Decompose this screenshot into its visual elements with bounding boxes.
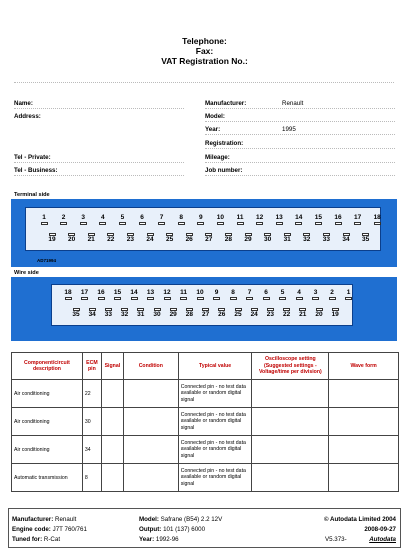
pin-number: 31 [283, 236, 291, 243]
connector-pin [293, 214, 305, 225]
pin-number: 19 [331, 311, 339, 318]
pin-slot [98, 297, 105, 300]
pin-number: 6 [264, 289, 268, 296]
manufacturer-label: Manufacturer: [205, 100, 247, 107]
divider [205, 134, 395, 135]
connector-diagram [51, 284, 353, 326]
wave-cell [329, 380, 399, 408]
pin-slot [197, 222, 204, 225]
connector-pin [234, 214, 246, 225]
pin-number: 31 [137, 311, 145, 318]
connector-pin [320, 232, 332, 243]
connector-pin [227, 289, 239, 300]
pin-number: 14 [295, 214, 303, 221]
pin-number: 34 [342, 236, 350, 243]
connector-pin [301, 232, 313, 243]
job-number-label: Job number: [205, 167, 243, 174]
pin-number: 1 [42, 214, 46, 221]
connector-pin [145, 289, 157, 300]
component-cell: Automatic transmission [12, 464, 83, 492]
address-label: Address: [14, 113, 41, 120]
footer-year-label: Year: [139, 536, 155, 543]
connector-pin [175, 214, 187, 225]
pin-number: 9 [198, 214, 203, 221]
pin-slot [164, 297, 171, 300]
connector-pin [102, 307, 114, 318]
year-value: 1995 [282, 126, 296, 133]
connector-pin [326, 289, 338, 300]
connector-pin [248, 307, 260, 318]
connector-pin [273, 214, 285, 225]
divider [205, 175, 395, 176]
connector-pin [183, 307, 195, 318]
pin-number: 2 [330, 289, 334, 296]
pin-cell: 30 [82, 408, 101, 436]
connector-pin [178, 289, 190, 300]
table-row [12, 380, 399, 408]
pin-number: 11 [180, 289, 187, 296]
pin-slot [60, 222, 67, 225]
pin-number: 17 [80, 289, 89, 296]
connector-pin [211, 289, 223, 300]
connector-pin [242, 232, 254, 243]
pin-slot [345, 297, 352, 300]
pin-number: 23 [126, 236, 134, 243]
pin-number: 12 [255, 214, 264, 221]
pin-number: 10 [196, 289, 204, 296]
connector-pin [136, 214, 148, 225]
footer-manufacturer-value: Renault [55, 516, 77, 523]
scope-cell [252, 408, 329, 436]
document-footer [8, 508, 401, 548]
condition-cell [123, 408, 178, 436]
terminal-side-panel [11, 199, 397, 267]
connector-pin [352, 214, 364, 225]
pin-slot [335, 222, 342, 225]
footer-output-label: Output: [139, 526, 162, 533]
typical-value-cell: Connected pin - no test data available or random digital signal [178, 464, 252, 492]
pin-number: 32 [303, 236, 311, 243]
divider [205, 162, 395, 163]
footer-copyright: © Autodata Limited 2004 [323, 516, 396, 523]
signal-cell [101, 436, 123, 464]
connector-pin [161, 289, 173, 300]
name-label: Name: [14, 100, 33, 107]
connector-pin [156, 214, 168, 225]
column-header: Oscilloscope setting (Suggested settings - Voltage/time per division) [252, 353, 329, 380]
pin-slot [147, 297, 154, 300]
connector-diagram [25, 207, 381, 251]
wave-cell [329, 436, 399, 464]
pin-slot [354, 222, 361, 225]
connector-pin [167, 307, 179, 318]
pin-number: 13 [146, 289, 155, 296]
pin-number: 13 [275, 214, 283, 221]
pin-number: 28 [185, 311, 193, 318]
pin-number: 20 [315, 311, 323, 318]
pin-slot [158, 222, 165, 225]
scope-cell [252, 464, 329, 492]
autodata-logo: Autodata [369, 536, 396, 543]
connector-pin [70, 307, 82, 318]
table-row [12, 408, 399, 436]
pin-cell: 22 [82, 380, 101, 408]
component-cell: Air conditioning [12, 380, 83, 408]
pin-number: 4 [100, 214, 105, 221]
pin-number: 5 [280, 289, 285, 296]
pin-number: 27 [201, 311, 210, 318]
table-row [12, 464, 399, 492]
pin-slot [296, 297, 303, 300]
pin-number: 4 [297, 289, 301, 296]
footer-version: V5.373- [325, 536, 347, 543]
scope-cell [252, 380, 329, 408]
connector-pin [194, 289, 206, 300]
connector-pin [124, 232, 136, 243]
signal-cell [101, 464, 123, 492]
column-header: Component/circuit description [12, 353, 83, 380]
pin-number: 29 [244, 236, 252, 243]
footer-year-value: 1992-96 [155, 536, 179, 543]
pin-number: 24 [250, 311, 258, 318]
pin-slot [119, 222, 126, 225]
typical-value-cell: Connected pin - no test data available or random digital signal [178, 436, 252, 464]
wire-side-panel [11, 277, 397, 341]
connector-pin [144, 232, 156, 243]
connector-pin [254, 214, 266, 225]
pin-slot [374, 222, 381, 225]
connector-pin [164, 232, 176, 243]
pin-cell: 34 [82, 436, 101, 464]
pin-number: 21 [87, 236, 95, 243]
connector-pin [135, 307, 147, 318]
divider [14, 108, 184, 109]
pin-number: 26 [185, 236, 193, 243]
connector-pin [281, 232, 293, 243]
connector-pin [222, 232, 234, 243]
pin-slot [213, 297, 220, 300]
pin-slot [295, 222, 302, 225]
pin-number: 3 [313, 289, 318, 296]
pin-number: 7 [159, 214, 164, 221]
pin-number: 35 [361, 236, 370, 243]
connector-pin [119, 307, 131, 318]
pin-slot [99, 222, 106, 225]
tel-private-label: Tel - Private: [14, 154, 51, 161]
column-header: Typical value [178, 353, 252, 380]
typical-value-cell: Connected pin - no test data available or random digital signal [178, 380, 252, 408]
connector-pin [244, 289, 256, 300]
footer-manufacturer-label: Manufacturer: [12, 516, 54, 523]
pin-number: 18 [373, 214, 381, 221]
pin-slot [139, 222, 146, 225]
pin-number: 9 [214, 289, 219, 296]
footer-date: 2008-09-27 [364, 526, 396, 533]
pin-number: 8 [231, 289, 235, 296]
footer-engine-label: Engine code: [12, 526, 51, 533]
pin-slot [263, 297, 270, 300]
wire-side-label: Wire side [14, 270, 39, 276]
pin-number: 23 [266, 311, 274, 318]
registration-label: Registration: [205, 140, 244, 147]
pin-slot [279, 297, 286, 300]
scope-cell [252, 436, 329, 464]
pin-slot [197, 297, 204, 300]
pin-number: 25 [165, 236, 174, 243]
pin-slot [180, 297, 187, 300]
pin-number: 32 [120, 311, 129, 318]
fax-label: Fax: [195, 46, 214, 56]
connector-pin [46, 232, 58, 243]
pin-number: 12 [163, 289, 171, 296]
wave-cell [329, 464, 399, 492]
connector-pin [232, 307, 244, 318]
pin-number: 27 [205, 236, 213, 243]
pin-number: 2 [61, 214, 66, 221]
model-label: Model: [205, 113, 225, 120]
table-row [12, 436, 399, 464]
pin-number: 24 [146, 236, 154, 243]
footer-model-value: Safrane (B54) 2.2 12V [160, 516, 223, 523]
connector-pin [332, 214, 344, 225]
divider [14, 175, 184, 176]
pin-number: 33 [104, 311, 112, 318]
pin-number: 16 [334, 214, 342, 221]
vat-label: VAT Registration No.: [161, 56, 248, 66]
component-cell: Air conditioning [12, 408, 83, 436]
connector-pin [66, 232, 78, 243]
connector-pin [105, 232, 117, 243]
divider [205, 148, 395, 149]
connector-pin [112, 289, 124, 300]
connector-pin [313, 307, 325, 318]
footer-tuned-value: R-Cat [43, 536, 61, 543]
connector-pin [297, 307, 309, 318]
connector-pin [183, 232, 195, 243]
pin-slot [237, 222, 244, 225]
pin-number: 17 [353, 214, 362, 221]
footer-output-value: 101 (137) 6000 [163, 526, 206, 533]
connector-pin [343, 289, 355, 300]
condition-cell [123, 464, 178, 492]
pin-slot [276, 222, 283, 225]
table-header-row [12, 353, 399, 380]
telephone-label: Telephone: [182, 36, 227, 46]
connector-pin [262, 232, 274, 243]
divider [205, 108, 395, 109]
connector-pin [200, 307, 212, 318]
pin-slot [41, 222, 48, 225]
signal-cell [101, 408, 123, 436]
connector-pin [85, 232, 97, 243]
connector-pin [264, 307, 276, 318]
column-header: Condition [123, 353, 178, 380]
pin-number: 15 [113, 289, 122, 296]
pin-slot [131, 297, 138, 300]
pin-slot [178, 222, 185, 225]
pin-number: 20 [67, 236, 76, 243]
pin-slot [81, 297, 88, 300]
connector-pin [216, 307, 228, 318]
connector-pin [310, 289, 322, 300]
pin-number: 21 [299, 311, 307, 318]
year-label: Year: [205, 126, 221, 133]
pin-number: 10 [216, 214, 224, 221]
connector-pin [79, 289, 91, 300]
connector-pin [340, 232, 352, 243]
pin-slot [80, 222, 87, 225]
pin-number: 25 [234, 311, 242, 318]
connector-pin [260, 289, 272, 300]
divider [205, 121, 395, 122]
connector-pin [86, 307, 98, 318]
connector-pin [214, 214, 226, 225]
connector-pin [312, 214, 324, 225]
pin-number: 33 [322, 236, 330, 243]
pin-data-table [11, 352, 399, 492]
pin-slot [230, 297, 237, 300]
pin-number: 28 [224, 236, 232, 243]
column-header: ECM pin [82, 353, 101, 380]
pin-number: 3 [81, 214, 85, 221]
pin-slot [329, 297, 336, 300]
pin-number: 30 [153, 311, 161, 318]
pin-number: 18 [64, 289, 72, 296]
divider [14, 162, 184, 163]
wave-cell [329, 408, 399, 436]
pin-slot [256, 222, 263, 225]
connector-pin [151, 307, 163, 318]
pin-number: 26 [218, 311, 226, 318]
pin-slot [315, 222, 322, 225]
pin-number: 7 [247, 289, 252, 296]
pin-number: 22 [282, 311, 291, 318]
footer-model-label: Model: [139, 516, 159, 523]
manufacturer-value: Renault [282, 100, 304, 107]
pin-slot [65, 297, 72, 300]
connector-pin [128, 289, 140, 300]
connector-pin [360, 232, 372, 243]
connector-pin [195, 214, 207, 225]
terminal-side-label: Terminal side [14, 192, 50, 198]
typical-value-cell: Connected pin - no test data available or random digital signal [178, 408, 252, 436]
pin-number: 15 [314, 214, 322, 221]
connector-pin [58, 214, 70, 225]
connector-pin [95, 289, 107, 300]
tel-business-label: Tel - Business: [14, 167, 58, 174]
pin-number: 8 [179, 214, 183, 221]
pin-number: 22 [107, 236, 115, 243]
pin-number: 11 [236, 214, 244, 221]
pin-slot [246, 297, 253, 300]
connector-pin [62, 289, 74, 300]
pin-slot [114, 297, 121, 300]
pin-number: 29 [169, 311, 177, 318]
connector-pin [277, 289, 289, 300]
connector-pin [293, 289, 305, 300]
connector-pin [281, 307, 293, 318]
column-header: Wave form [329, 353, 399, 380]
footer-engine-value: J7T 760/761 [52, 526, 87, 533]
pin-number: 1 [346, 289, 351, 296]
diagram-reference: AD71994 [37, 258, 57, 263]
condition-cell [123, 436, 178, 464]
connector-pin [97, 214, 109, 225]
pin-slot [217, 222, 224, 225]
pin-number: 30 [263, 236, 272, 243]
pin-number: 6 [140, 214, 144, 221]
pin-number: 16 [97, 289, 105, 296]
connector-pin [371, 214, 383, 225]
pin-number: 5 [120, 214, 125, 221]
column-header: Signal [101, 353, 123, 380]
condition-cell [123, 380, 178, 408]
pin-cell: 8 [82, 464, 101, 492]
component-cell: Air conditioning [12, 436, 83, 464]
pin-number: 19 [48, 236, 56, 243]
pin-number: 14 [130, 289, 138, 296]
pin-number: 34 [88, 311, 96, 318]
signal-cell [101, 380, 123, 408]
connector-pin [203, 232, 215, 243]
pin-number: 35 [72, 311, 80, 318]
footer-tuned-label: Tuned for: [12, 536, 43, 543]
connector-pin [77, 214, 89, 225]
connector-pin [38, 214, 50, 225]
pin-slot [312, 297, 319, 300]
connector-pin [329, 307, 341, 318]
mileage-label: Mileage: [205, 154, 230, 161]
connector-pin [116, 214, 128, 225]
